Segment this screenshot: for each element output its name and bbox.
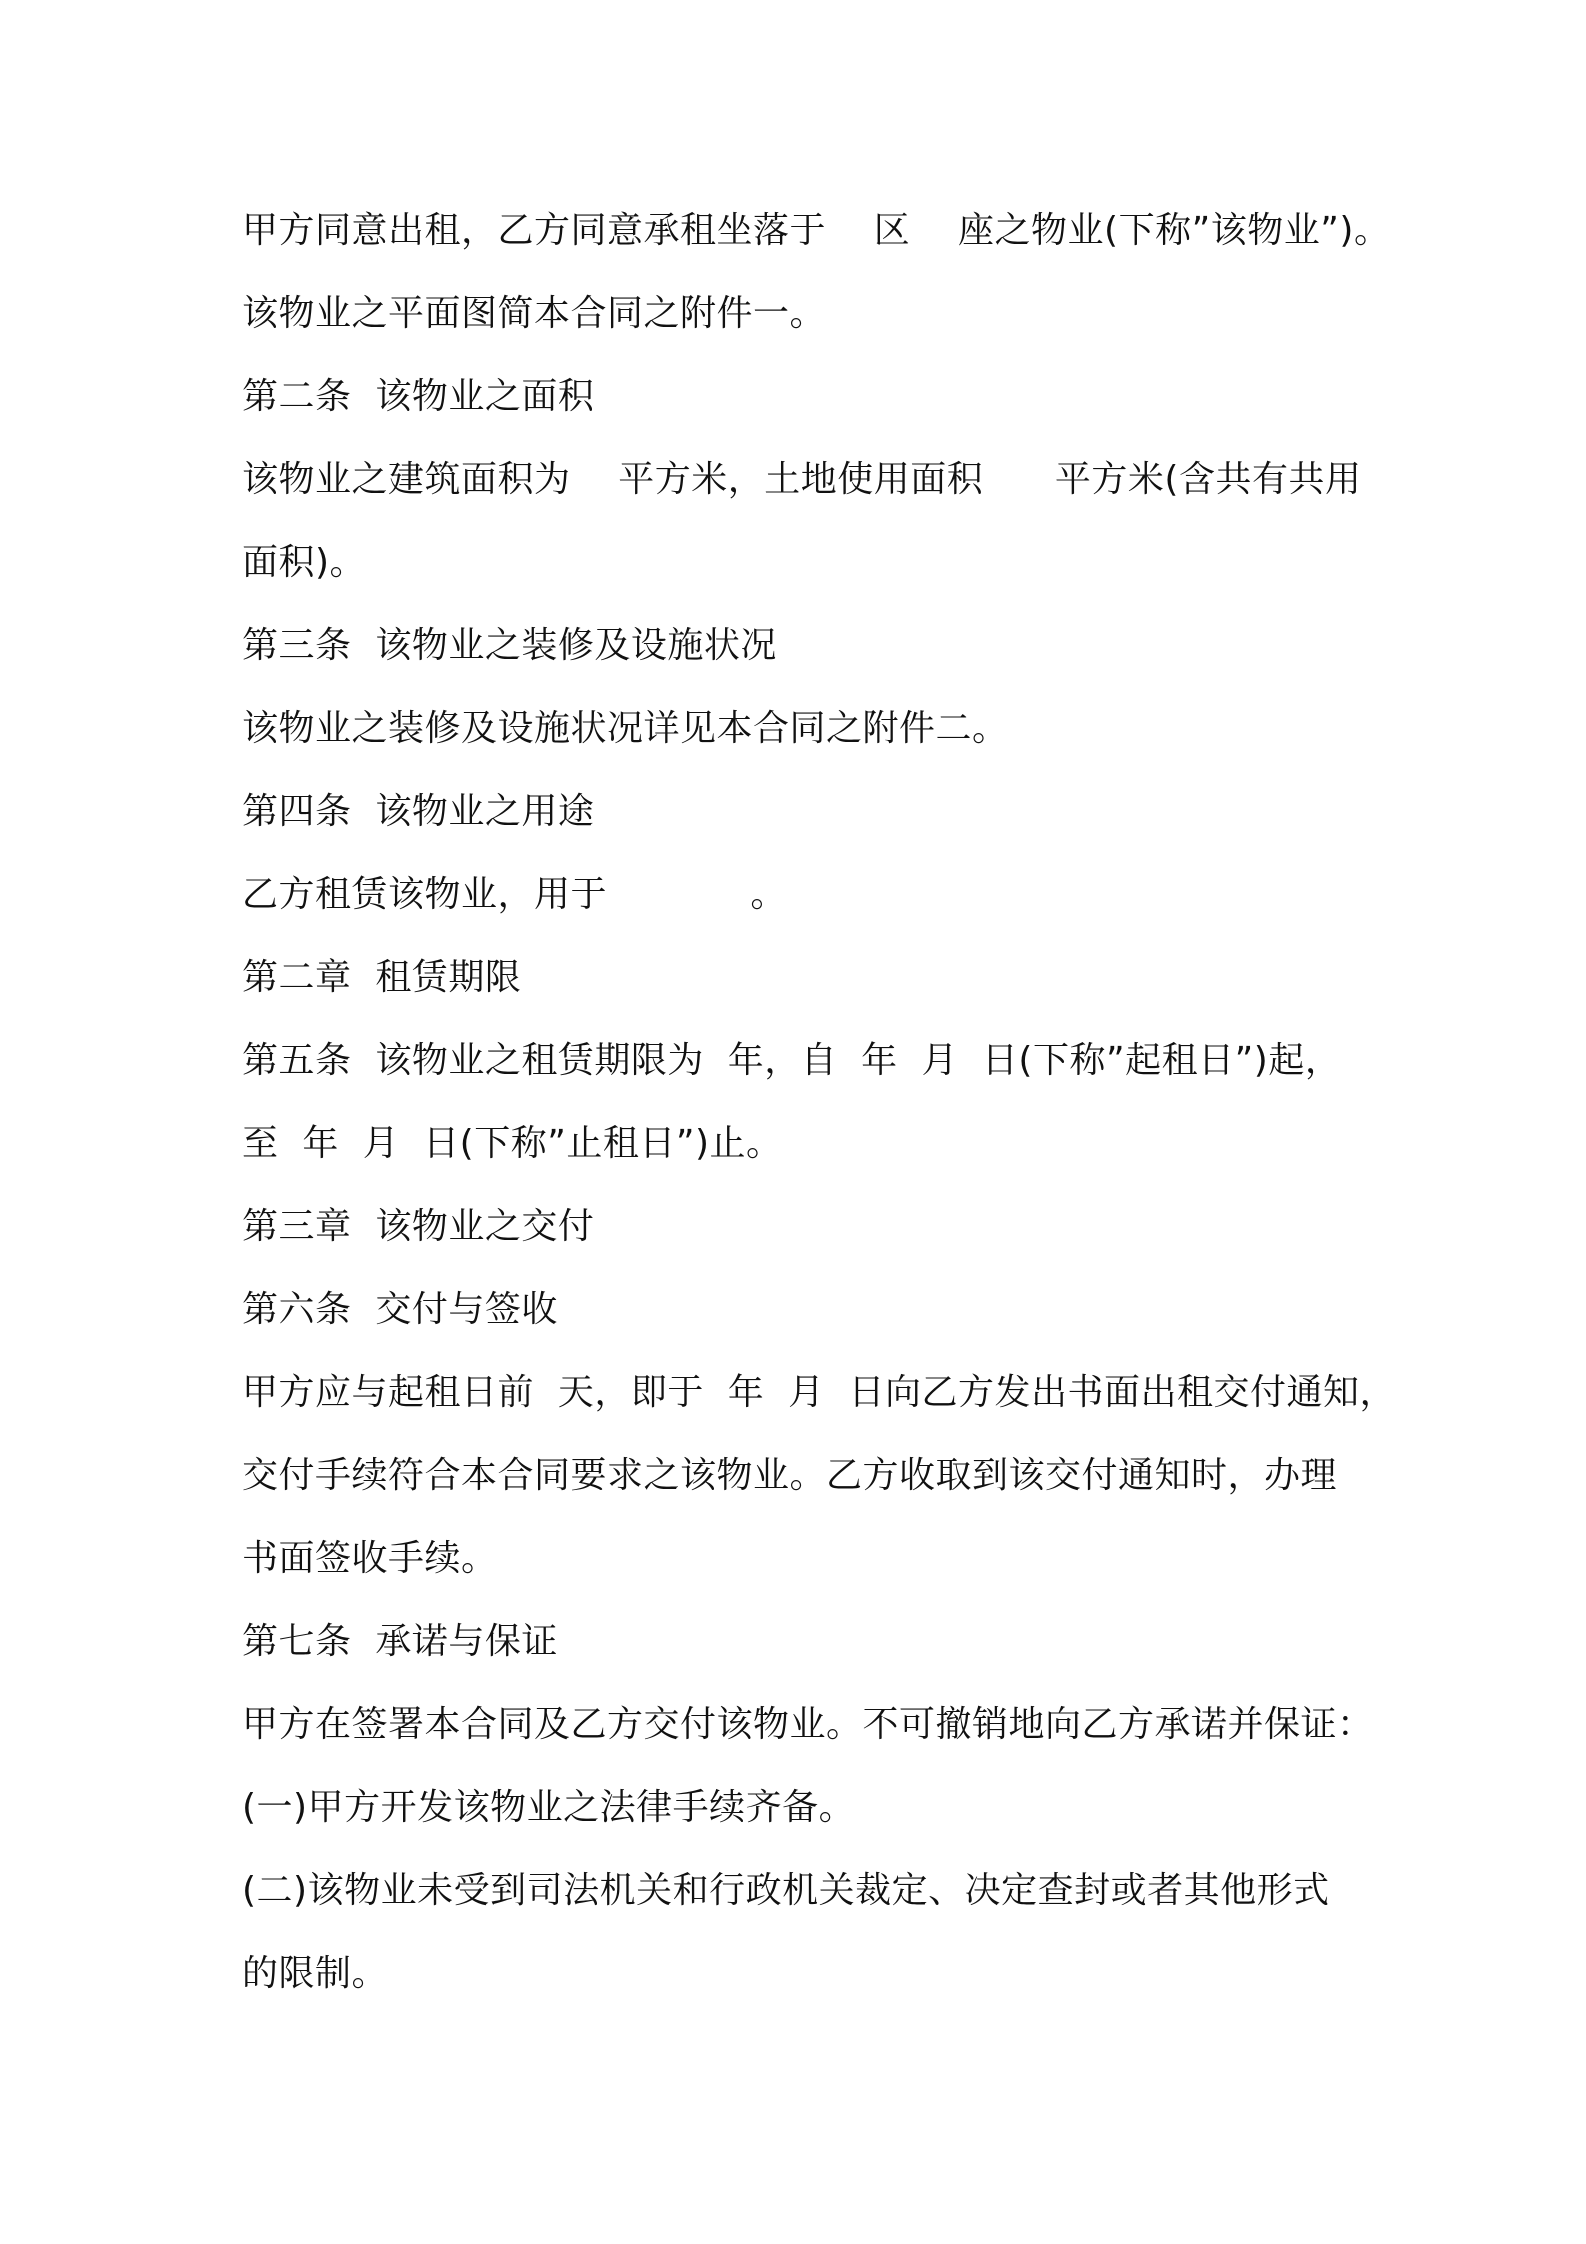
text-line: 交付手续符合本合同要求之该物业。乙方收取到该交付通知时，办理 bbox=[242, 1455, 1338, 1496]
text-line: 甲方在签署本合同及乙方交付该物业。不可撤销地向乙方承诺并保证： bbox=[242, 1704, 1374, 1745]
article-heading: 第六条 交付与签收 bbox=[242, 1289, 558, 1330]
chapter-heading: 第二章 租赁期限 bbox=[242, 957, 522, 998]
text-line: (二)该物业未受到司法机关和行政机关裁定、决定查封或者其他形式 bbox=[242, 1870, 1330, 1911]
article-heading: 第三条 该物业之装修及设施状况 bbox=[242, 625, 777, 666]
text-line: (一)甲方开发该物业之法律手续齐备。 bbox=[242, 1787, 856, 1828]
text-line: 该物业之平面图简本合同之附件一。 bbox=[242, 293, 827, 334]
text-line: 甲方同意出租，乙方同意承租坐落于 区 座之物业(下称”该物业”)。 bbox=[242, 210, 1391, 251]
text-line: 第五条 该物业之租赁期限为 年，自 年 月 日(下称”起租日”)起， bbox=[242, 1040, 1342, 1081]
chapter-heading: 第三章 该物业之交付 bbox=[242, 1206, 595, 1247]
text-line: 乙方租赁该物业，用于 。 bbox=[242, 874, 787, 915]
text-line: 该物业之建筑面积为 平方米，土地使用面积 平方米(含共有共用 bbox=[242, 459, 1362, 500]
text-line: 甲方应与起租日前 天，即于 年 月 日向乙方发出书面出租交付通知， bbox=[242, 1372, 1397, 1413]
text-line: 至 年 月 日(下称”止租日”)止。 bbox=[242, 1123, 783, 1164]
article-heading: 第七条 承诺与保证 bbox=[242, 1621, 558, 1662]
text-line: 面积)。 bbox=[242, 542, 367, 583]
text-line: 该物业之装修及设施状况详见本合同之附件二。 bbox=[242, 708, 1009, 749]
article-heading: 第二条 该物业之面积 bbox=[242, 376, 595, 417]
text-line: 书面签收手续。 bbox=[242, 1538, 498, 1579]
text-line: 的限制。 bbox=[242, 1953, 389, 1994]
article-heading: 第四条 该物业之用途 bbox=[242, 791, 595, 832]
